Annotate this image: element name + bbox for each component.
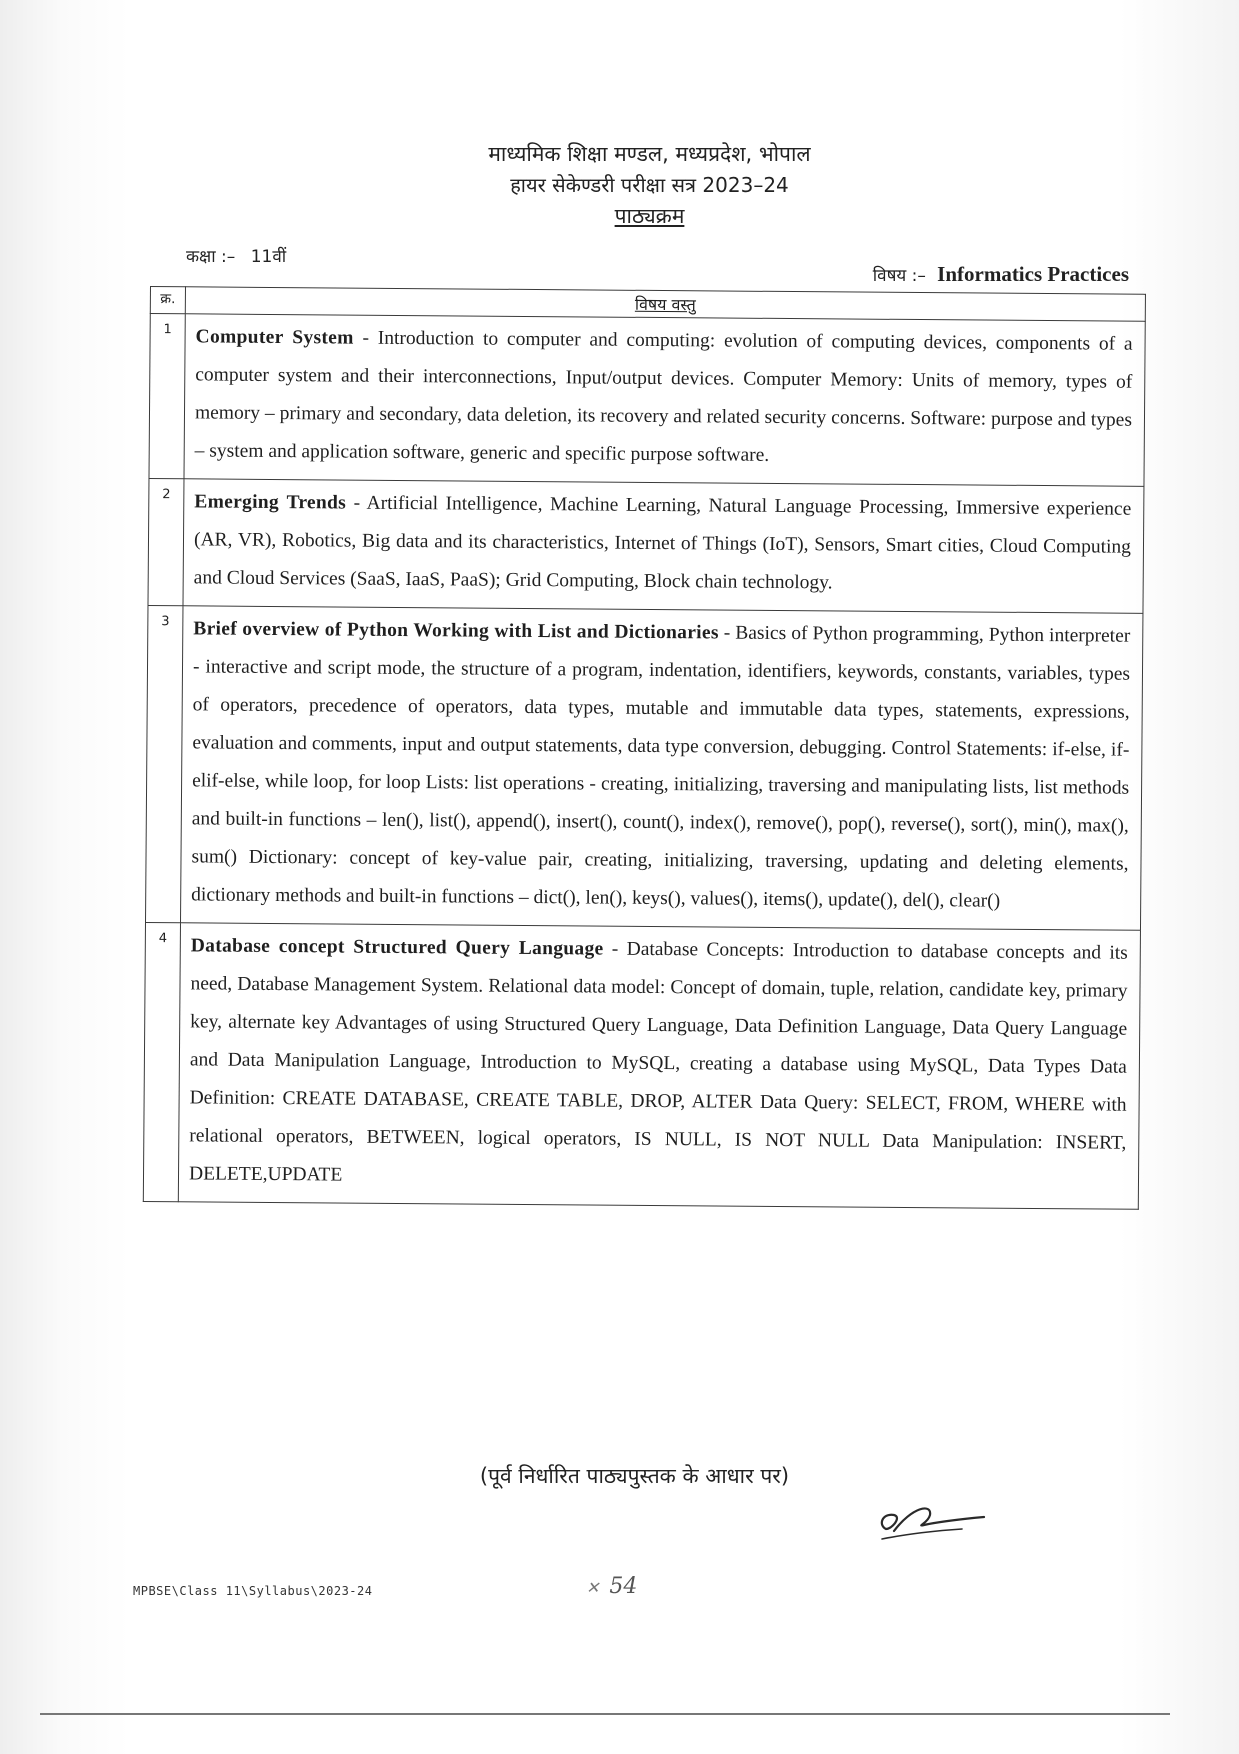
serial-column-header: क्र. bbox=[150, 287, 185, 314]
signature-icon bbox=[872, 1495, 992, 1541]
bottom-divider bbox=[40, 1713, 1170, 1715]
row-topic: Brief overview of Python Working with List and Dictionaries bbox=[193, 618, 719, 644]
file-path-footer: MPBSE\Class 11\Syllabus\2023-24 bbox=[133, 1584, 373, 1598]
row-content bbox=[178, 923, 1140, 1210]
subject-label: विषय :– bbox=[872, 266, 926, 286]
subject-value: Informatics Practices bbox=[937, 262, 1129, 286]
syllabus-heading: पाठ्यक्रम bbox=[614, 204, 685, 228]
row-serial: 2 bbox=[148, 478, 184, 605]
page-number-mark-icon: ✕ bbox=[586, 1578, 600, 1597]
row-description: - Database Concepts: Introduction to database concepts and its need, Database Management System. Relational data model: Concept of domain, tuple, relation, candidate key, primary key, alternate key Advantages of using Structured Query Language, Data Definition Language, Data Query Language and Data Manipulation Language, Introduction to MySQL, creating a database using MySQL, Data Types Data Definition: CREATE DATABASE, CREATE TABLE, DROP, ALTER Data Query: SELECT, FROM, WHERE with relational operators, BETWEEN, logical operators, IS NULL, IS NOT NULL Data Manipulation: INSERT, DELETE,UPDATE bbox=[188, 938, 1128, 1186]
class-label: कक्षा :– bbox=[186, 247, 236, 267]
exam-session-title: हायर सेकेण्डरी परीक्षा सत्र 2023–24 bbox=[510, 173, 789, 197]
table-row bbox=[149, 314, 1145, 487]
row-topic: Computer System bbox=[195, 326, 354, 349]
class-info bbox=[186, 244, 286, 267]
row-serial: 1 bbox=[149, 314, 185, 479]
page-number-value: 54 bbox=[609, 1574, 638, 1599]
row-description: - Introduction to computer and computing: evolution of computing devices, components of a computer system and their interconnections, Input/output devices. Computer Memory: Units of memory, types of memory – primary and secondary, data deletion, its recovery and related security concerns. Software: purpose and types – system and application software, generic and specific purpose software. bbox=[194, 327, 1133, 466]
subject-info bbox=[873, 262, 1129, 287]
textbook-note: (पूर्व निर्धारित पाठ्यपुस्तक के आधार पर) bbox=[479, 1464, 790, 1488]
syllabus-table bbox=[143, 286, 1146, 1210]
row-description: - Artificial Intelligence, Machine Learning, Natural Language Processing, Immersive experience (AR, VR), Robotics, Big data and its characteristics, Internet of Things (IoT), Sensors, Smart cities, Cloud Computing and Cloud Services (SaaS, IaaS, PaaS); Grid Computing, Block chain technology. bbox=[193, 492, 1132, 594]
row-topic: Database concept Structured Query Language bbox=[190, 935, 604, 960]
page-number bbox=[586, 1574, 637, 1599]
row-content bbox=[184, 314, 1145, 487]
row-topic: Emerging Trends bbox=[194, 491, 347, 514]
table-row bbox=[143, 922, 1140, 1209]
row-serial: 3 bbox=[146, 605, 183, 922]
content-column-header: विषय वस्तु bbox=[185, 287, 1145, 322]
board-title: माध्यमिक शिक्षा मण्डल, मध्यप्रदेश, भोपाल bbox=[488, 142, 811, 166]
row-description: - Basics of Python programming, Python interpreter - interactive and script mode, the structure of a program, indentation, identifiers, keywords, constants, variables, types of operators, precedence of operators, data types, mutable and immutable data types, statements, expressions, evaluation and comments, input and output statements, data type conversion, debugging. Control Statements: if-else, if-elif-else, while loop, for loop Lists: list operations - creating, initializing, traversing and manipulating lists, list methods and built-in functions – len(), list(), append(), insert(), count(), index(), remove(), pop(), reverse(), sort(), min(), max(), sum() Dictionary: concept of key-value pair, creating, initializing, traversing, updating and deleting elements, dictionary methods and built-in functions – dict(), len(), keys(), values(), items(), update(), del(), clear() bbox=[191, 622, 1131, 912]
row-content bbox=[183, 479, 1144, 614]
table-row bbox=[146, 605, 1143, 930]
row-serial: 4 bbox=[143, 922, 180, 1201]
table-row bbox=[148, 478, 1144, 613]
class-value: 11वीं bbox=[250, 247, 287, 267]
row-content bbox=[180, 606, 1142, 931]
